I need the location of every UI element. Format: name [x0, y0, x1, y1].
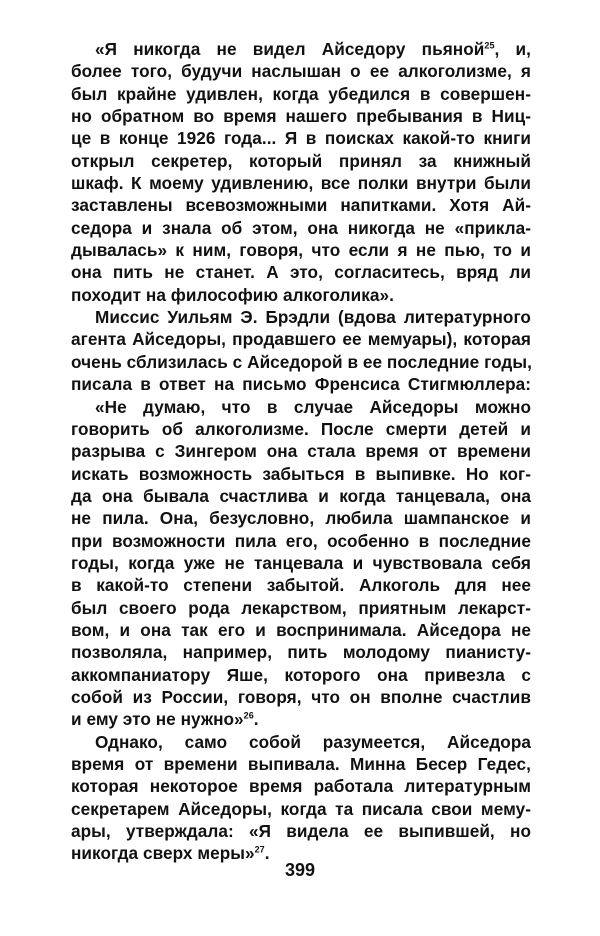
text-line: ары, утверждала: «Я видела ее выпившей, но: [71, 821, 531, 842]
text-line: время от времени выпивала. Минна Бесер Гедес,: [71, 754, 531, 774]
text-line: очень сблизилась с Айседорой в ее последние годы,: [71, 351, 532, 372]
text-line-content: и ему это не нужно»: [71, 709, 244, 730]
text-line: аккомпаниатору Яше, которого она привезла с: [71, 664, 531, 685]
text-line: Миссис Уильям Э. Брэдли (вдова литературного: [95, 307, 531, 328]
paragraph-bradley: [71, 306, 531, 395]
text-line: она пить не станет. А это, согласитесь, вряд ли: [71, 262, 531, 283]
footnote-marker: 27: [254, 844, 265, 855]
text-line: при возможности пила его, особенно в последние: [71, 530, 531, 551]
text-line: да она бывала счастлива и когда танцевала, она: [71, 485, 531, 506]
text-line-content: «Я никогда не видел Айседору пьяной: [95, 39, 485, 59]
paragraph-quote-bradley: [71, 396, 531, 731]
paragraph-quote-drunk: [71, 38, 531, 306]
text-line: агента Айседоры, продавшего ее мемуары), которая: [71, 329, 531, 350]
text-line: вом, и она так его и воспринимала. Айседора не: [71, 619, 531, 640]
text-line: [71, 708, 531, 730]
text-line: секретарем Айседоры, когда та писала свои мему-: [71, 798, 531, 819]
text-line: позволяла, например, пить молодому пианисту-: [71, 642, 531, 663]
page-number: 399: [284, 860, 316, 880]
text-line: более того, будучи наслышан о ее алкоголизме, я: [71, 61, 531, 82]
text-line: Однако, само собой разумеется, Айседора: [95, 731, 531, 752]
text-line: говорить об алкоголизме. После смерти детей и: [71, 418, 531, 439]
text-line: заставлены всевозможными напитками. Хотя Ай-: [71, 195, 531, 216]
text-line-tail: .: [264, 843, 270, 864]
text-line-content: никогда сверх меры»: [71, 843, 255, 864]
text-line: седора и знала об этом, она никогда не «прикла-: [71, 217, 531, 238]
text-line: но обратном во время нашего пребывания в Ниц-: [71, 106, 531, 127]
text-line: искать возможность забыться в выпивке. Но ког-: [71, 463, 531, 484]
text-line: в какой-то степени забытой. Алкоголь для нее: [71, 575, 531, 596]
text-line-tail: , и,: [494, 39, 531, 59]
text-line: которая некоторое время работала литературным: [71, 776, 531, 797]
text-line: собой из России, говоря, что он вполне счастлив: [71, 686, 531, 707]
text-line: был своего рода лекарством, приятным лекарст-: [71, 597, 531, 618]
text-line: шкаф. К моему удивлению, все полки внутри были: [71, 173, 531, 194]
text-line: писала в ответ на письмо Френсиса Стигмюллера:: [71, 374, 531, 395]
text-line-tail: .: [253, 709, 259, 730]
text-line: це в конце 1926 года... Я в поисках какой-то книги: [71, 128, 531, 149]
text-line: разрыва с Зингером она стала время от времени: [71, 441, 531, 462]
text-block: [71, 38, 531, 865]
paragraph-geddes: [71, 731, 531, 865]
text-line: был крайне удивлен, когда убедился в совершен-: [71, 83, 531, 104]
text-line: [71, 38, 531, 60]
footnote-marker: 25: [484, 40, 495, 51]
text-line: дывалась» к ним, говоря, что если я не пью, то и: [71, 240, 531, 261]
footnote-marker: 26: [243, 710, 254, 721]
text-line: походит на философию алкоголика».: [71, 284, 394, 305]
text-line: «Не думаю, что в случае Айседоры можно: [95, 396, 531, 417]
text-line: не пила. Она, безусловно, любила шампанское и: [71, 508, 531, 529]
text-line: открыл секретер, который принял за книжный: [71, 150, 531, 171]
text-line: годы, когда уже не танцевала и чувствовала себя: [71, 552, 531, 573]
